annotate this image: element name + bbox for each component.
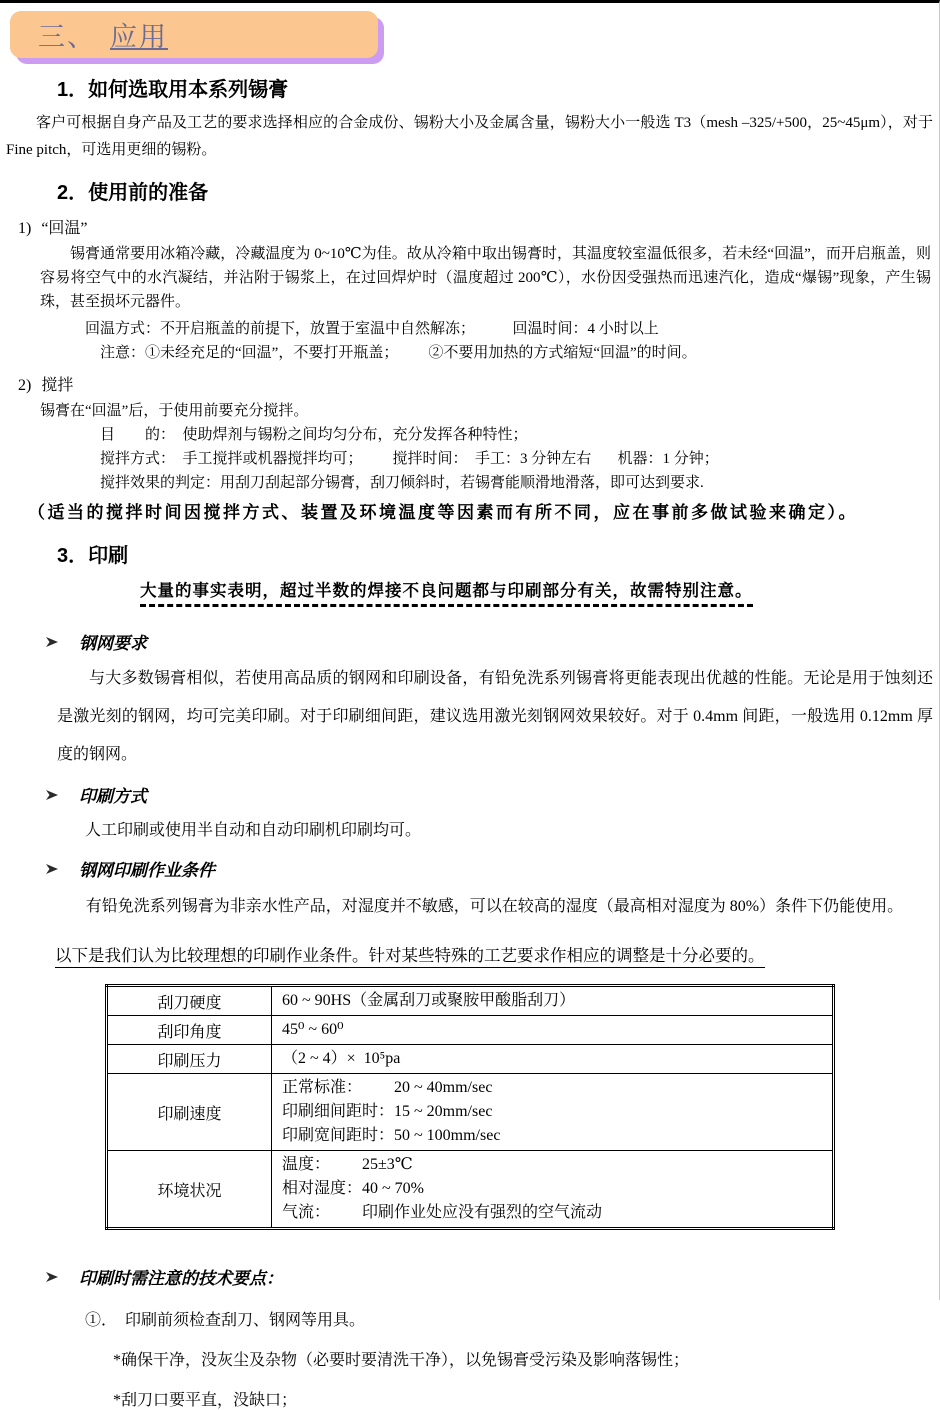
stir-purpose-line: 目 的： 使助焊剂与锡粉之间均匀分布，充分发挥各种特性； [100, 427, 528, 443]
arrow-bullet-icon [45, 863, 59, 875]
environment-airflow: 气流： 印刷作业处应没有强烈的空气流动 [282, 1204, 603, 1221]
squeegee-hardness-value: 60 ~ 90HS（金属刮刀或聚胺甲酸脂刮刀） [282, 992, 576, 1009]
ideal-conditions-row [55, 942, 939, 966]
arrow-bullet-icon [45, 789, 59, 801]
row-label-print-pressure: 印刷压力 [107, 1045, 272, 1074]
print-speed-fine-pitch: 印刷细间距时：15 ~ 20mm/sec [282, 1103, 493, 1120]
table-row [107, 1074, 834, 1151]
printing-notice-row [140, 577, 939, 607]
conditions-paragraph: 有铅免洗系列锡膏为非亲水性产品，对湿度并不敏感，可以在较高的湿度（最高相对湿度为 80%）条件下仍能使用。 [85, 898, 904, 915]
warmup-marker: 1) [18, 220, 32, 237]
stir-title: 搅拌 [41, 377, 74, 394]
table-row [107, 986, 834, 1016]
stir-intro: 锡膏在“回温”后，于使用前要充分搅拌。 [40, 403, 309, 419]
banner-title: 应用 [110, 22, 168, 52]
warmup-paragraph: 锡膏通常要用冰箱冷藏，冷藏温度为 0~10℃为佳。故从冷箱中取出锡膏时，其温度较室温低很多，若未经“回温”，而开启瓶盖，则容易将空气中的水汽凝结，并沾附于锡浆上，在过回焊炉时（温度超过 200℃），水份因受强热而迅速汽化，造成“爆锡”现象，产生锡珠，甚至损坏元器件。 [40, 246, 931, 310]
arrow-bullet-icon [45, 636, 59, 648]
squeegee-angle-value: 45⁰ ~ 60⁰ [282, 1021, 344, 1038]
tips-label: 印刷时需注意的技术要点： [79, 1269, 283, 1288]
table-row [107, 1045, 834, 1074]
ideal-conditions-note: 以下是我们认为比较理想的印刷作业条件。针对某些特殊的工艺要求作相应的调整是十分必要的。 [55, 946, 765, 968]
heading-preparation: 2．使用前的准备 [57, 182, 209, 204]
print-speed-wide-pitch: 印刷宽间距时：50 ~ 100mm/sec [282, 1127, 501, 1144]
print-method-label: 印刷方式 [79, 787, 147, 806]
stir-bold-note: （适当的搅拌时间因搅拌方式、装置及环境温度等因素而有所不同，应在事前多做试验来确定）。 [28, 503, 858, 522]
arrow-bullet-icon [45, 1271, 59, 1283]
stir-judge-line: 搅拌效果的判定：用刮刀刮起部分锡膏，刮刀倾斜时，若锡膏能顺滑地滑落，即可达到要求. [100, 475, 704, 491]
table-row [107, 1151, 834, 1229]
tips-star-2: *刮刀口要平直，没缺口； [113, 1392, 298, 1409]
stencil-paragraph: 与大多数锡膏相似，若使用高品质的钢网和印刷设备，有铅免洗系列锡膏将更能表现出优越的性能。无论是用于蚀刻还是激光刻的钢网，均可完美印刷。对于印刷细间距，建议选用激光刻钢网效果较好。对于 0.4mm 间距，一般选用 0.12mm 厚度的钢网。 [57, 670, 933, 763]
print-speed-normal: 正常标准： 20 ~ 40mm/sec [282, 1079, 493, 1096]
bullet-printing-tips [45, 1264, 939, 1289]
tips-star-1: *确保干净，没灰尘及杂物（必要时要清洗干净），以免锡膏受污染及影响落锡性； [113, 1352, 690, 1369]
table-row [107, 1016, 834, 1045]
stir-marker: 2) [18, 377, 32, 394]
row-label-squeegee-angle: 刮印角度 [107, 1016, 272, 1045]
stencil-label: 钢网要求 [79, 634, 147, 653]
environment-temperature: 温度： 25±3℃ [282, 1156, 413, 1173]
banner-prefix: 三、 [38, 22, 96, 52]
bullet-print-method [45, 782, 939, 807]
print-method-paragraph: 人工印刷或使用半自动和自动印刷机印刷均可。 [85, 822, 422, 839]
row-label-print-speed: 印刷速度 [107, 1074, 272, 1151]
stir-item-title [18, 372, 939, 395]
printing-conditions-table [105, 984, 835, 1230]
bullet-stencil-requirements [45, 629, 939, 654]
warmup-note-line: 注意：①未经充足的“回温”，不要打开瓶盖； ②不要用加热的方式缩短“回温”的时间。 [100, 345, 697, 361]
warmup-item-title [18, 215, 939, 238]
row-label-squeegee-hardness: 刮刀硬度 [107, 986, 272, 1016]
bullet-working-conditions [45, 856, 939, 881]
printing-notice: 大量的事实表明，超过半数的焊接不良问题都与印刷部分有关，故需特别注意。 [140, 577, 753, 607]
conditions-label: 钢网印刷作业条件 [79, 861, 215, 880]
row-label-environment: 环境状况 [107, 1151, 272, 1229]
print-pressure-value: （2 ~ 4）× 10⁵pa [282, 1050, 401, 1067]
heading-printing: 3．印刷 [57, 545, 129, 567]
section-banner [10, 11, 378, 58]
select-paragraph: 客户可根据自身产品及工艺的要求选择相应的合金成份、锡粉大小及金属含量，锡粉大小一般选 T3（mesh –325/+500，25~45μm），对于 Fine pitch，可选用更细的锡粉。 [6, 115, 933, 158]
tips-item-1: ①． 印刷前须检查刮刀、钢网等用具。 [85, 1312, 366, 1329]
heading-how-to-select: 1．如何选取用本系列锡膏 [57, 79, 289, 101]
warmup-title: “回温” [41, 220, 88, 237]
stir-method-line: 搅拌方式： 手工搅拌或机器搅拌均可； 搅拌时间： 手工：3 分钟左右 机器：1 分钟； [100, 451, 719, 467]
environment-humidity: 相对湿度：40 ~ 70% [282, 1180, 424, 1197]
warmup-method-line: 回温方式：不开启瓶盖的前提下，放置于室温中自然解冻； 回温时间：4 小时以上 [85, 321, 659, 337]
